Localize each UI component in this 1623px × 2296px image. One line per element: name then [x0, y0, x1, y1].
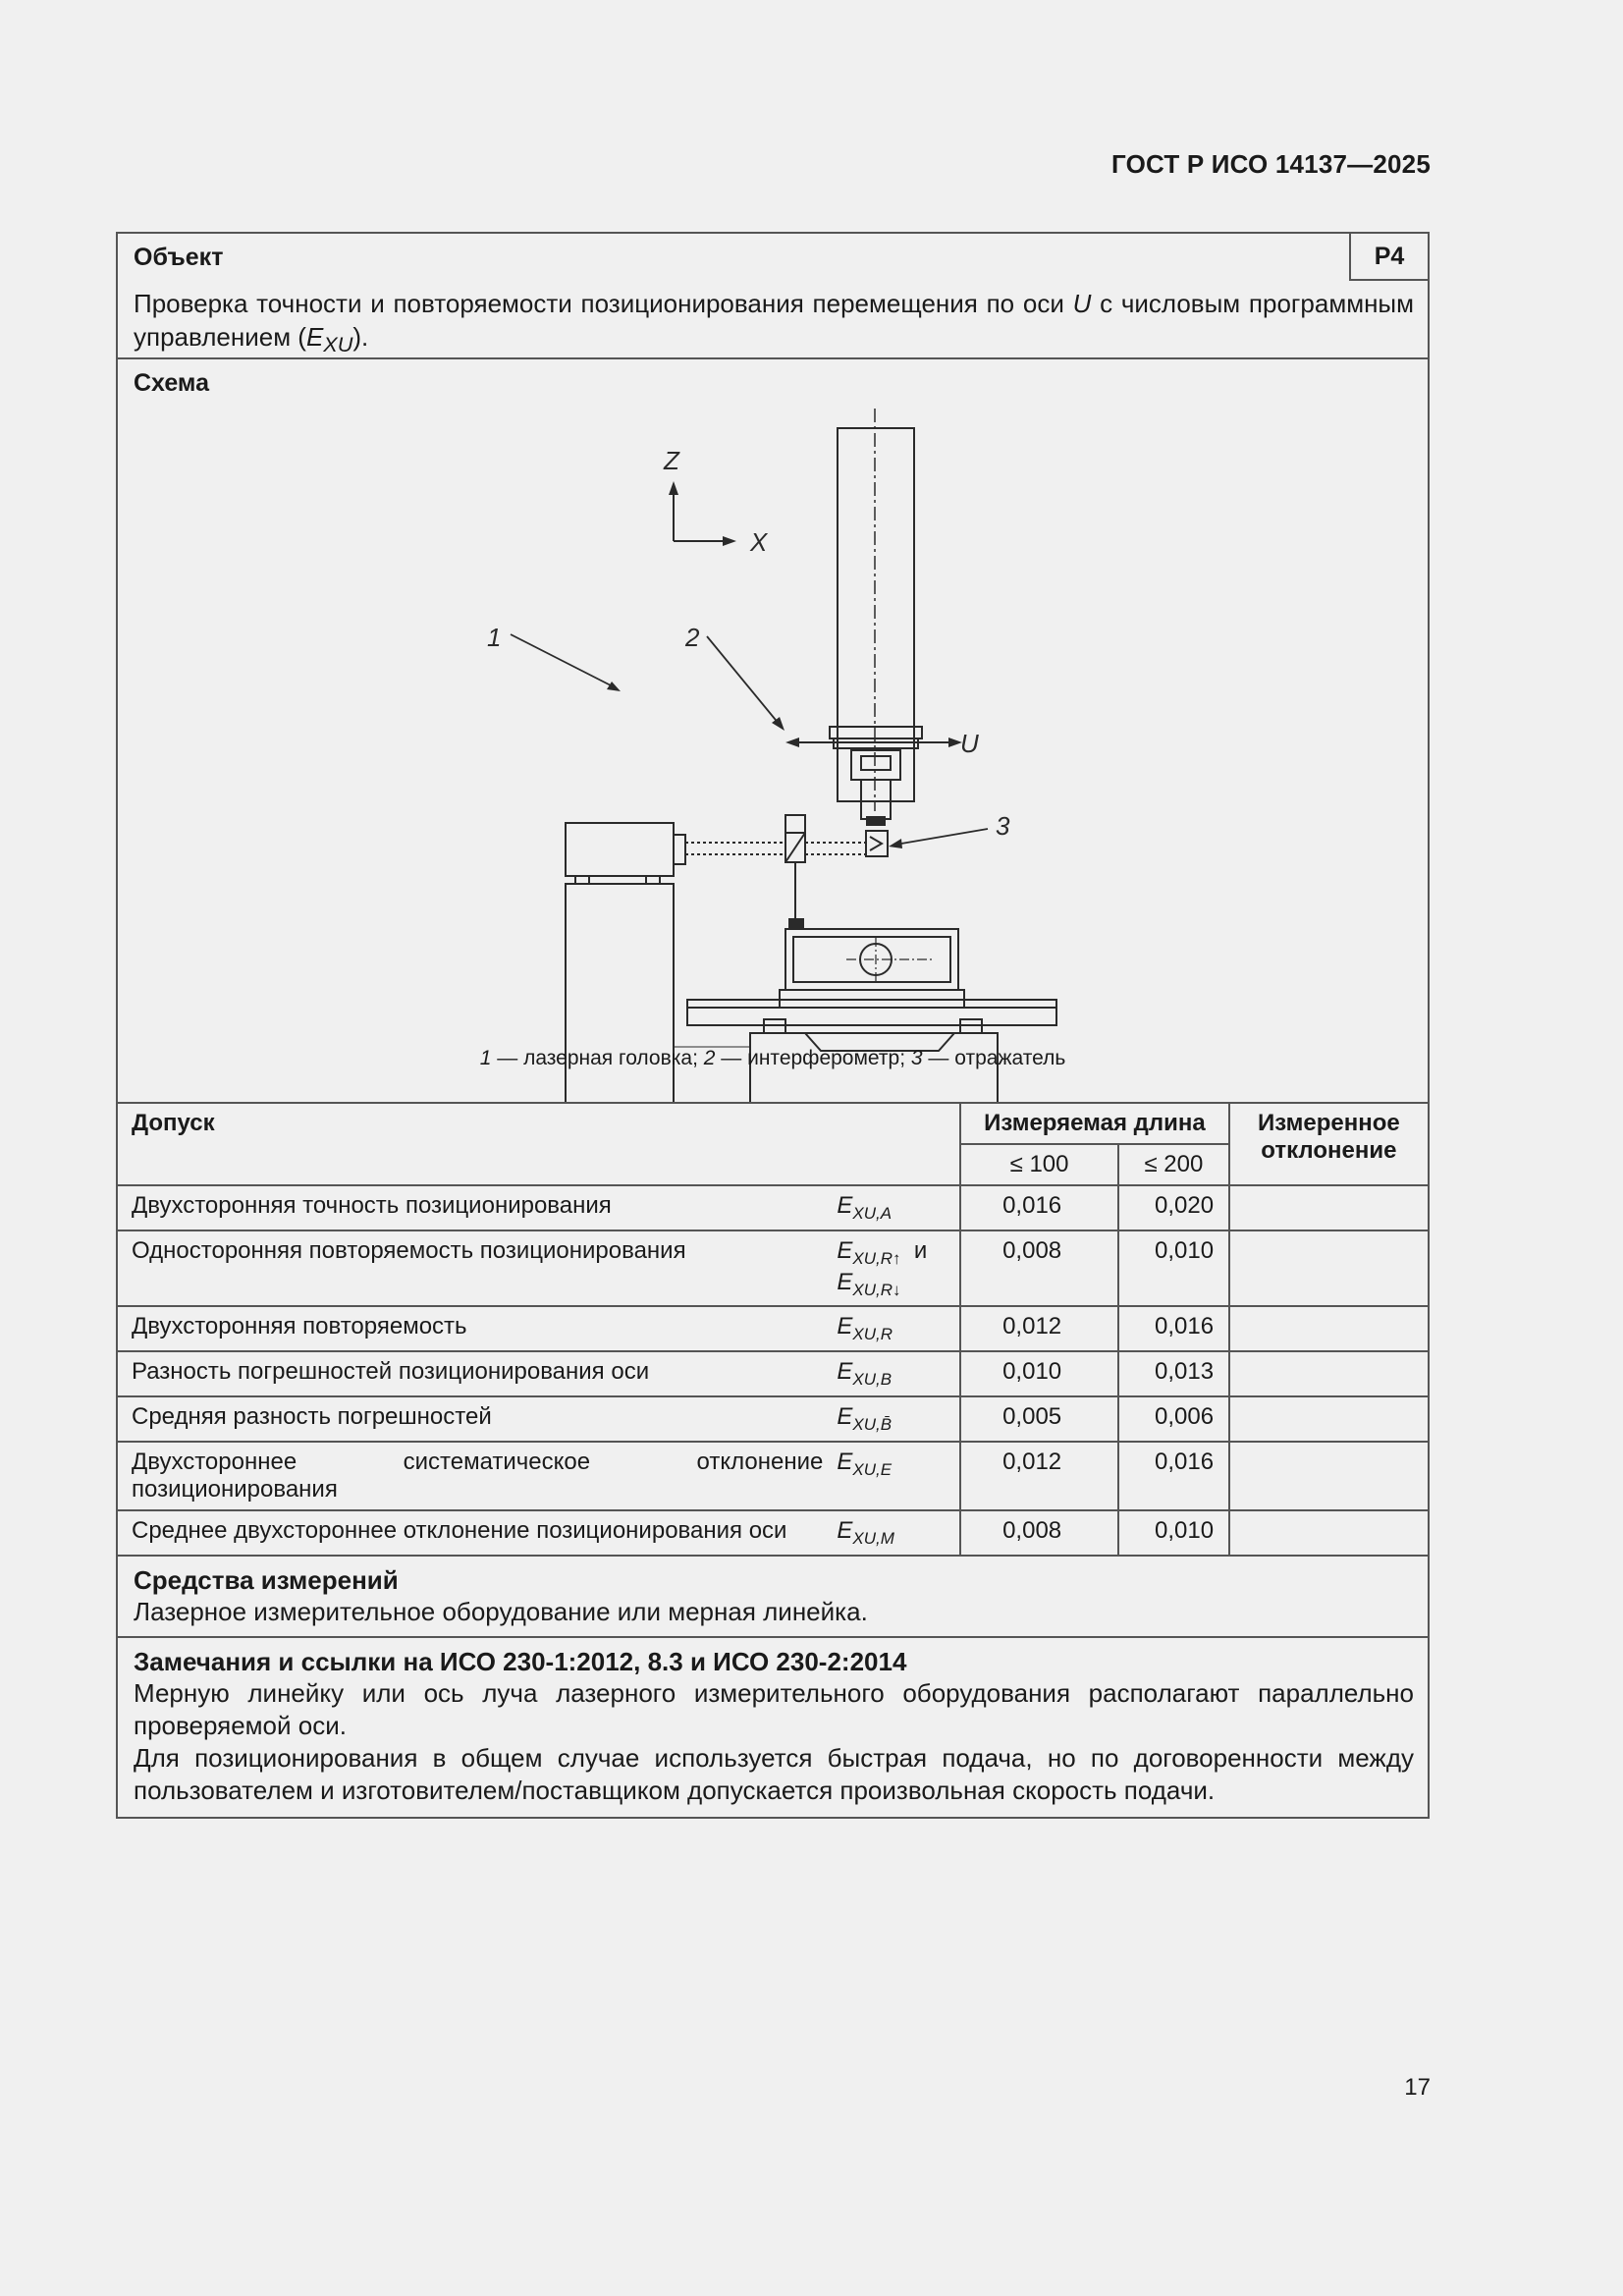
row-symbol [837, 1306, 960, 1351]
length-col-200: ≤ 200 [1118, 1144, 1229, 1185]
notes-heading: Замечания и ссылки на ИСО 230-1:2012, 8.3 и ИСО 230-2:2014 [134, 1646, 907, 1676]
interferometer [785, 815, 805, 927]
caption-t3: — отражатель [922, 1047, 1066, 1069]
row-value-100: 0,012 [960, 1442, 1118, 1510]
caption-t2: — интерферометр; [715, 1047, 911, 1069]
length-col-100: ≤ 100 [960, 1144, 1118, 1185]
table-row [118, 1442, 1428, 1510]
callout-3: 3 [996, 811, 1010, 841]
row-symbol-sub: XU,B [852, 1369, 893, 1389]
tolerance-section [118, 1104, 1428, 1557]
notes-paragraph-1: Мерную линейку или ось луча лазерного измерительного оборудования располагают параллельно проверяемой оси. [134, 1677, 1414, 1740]
caption-n2: 2 [703, 1047, 716, 1069]
caption-t1: — лазерная головка; [491, 1047, 704, 1069]
row-value-100: 0,012 [960, 1306, 1118, 1351]
worktable [674, 929, 1056, 1102]
caption-n1: 1 [479, 1047, 492, 1069]
tools-text: Лазерное измерительное оборудование или мерная линейка. [134, 1596, 868, 1626]
axis-x-label: X [750, 527, 768, 557]
scheme-label: Схема [134, 369, 209, 397]
machine-column [830, 409, 922, 825]
row-symbol-main: E [837, 1236, 853, 1264]
row-symbol-main: E [837, 1402, 853, 1430]
object-axis: U [1072, 289, 1092, 318]
row-measured[interactable] [1229, 1185, 1428, 1230]
row-name: Двухстороннее систематическое отклонение позиционирования [118, 1442, 837, 1510]
u-axis-arrow [785, 729, 979, 758]
row-symbol-sub: XU,E [852, 1459, 893, 1479]
row-symbol-main: E [837, 1358, 853, 1386]
page-number: 17 [1404, 2074, 1431, 2101]
measured-header: Измеренное отклонение [1229, 1104, 1428, 1185]
object-code: P4 [1349, 234, 1428, 281]
row-symbol-main: E [837, 1313, 853, 1340]
table-row [118, 1230, 1428, 1307]
row-measured[interactable] [1229, 1351, 1428, 1396]
tools-section [118, 1557, 1428, 1638]
row-symbol-main: E [837, 1192, 853, 1219]
row-symbol [837, 1510, 960, 1555]
callouts [487, 623, 1010, 848]
axis-u-label: U [960, 729, 979, 758]
row-value-100: 0,010 [960, 1351, 1118, 1396]
table-row [118, 1185, 1428, 1230]
row-symbol-sub: XU,A [852, 1203, 893, 1223]
row-value-100: 0,005 [960, 1396, 1118, 1442]
row-symbol-sub: XU,R [852, 1325, 893, 1344]
row-symbol [837, 1442, 960, 1510]
table-row [118, 1306, 1428, 1351]
object-symbol-sub: XU [323, 332, 353, 357]
object-text-1: Проверка точности и повторяемости позиционирования перемещения по оси [134, 289, 1073, 318]
object-text-3: ). [352, 322, 369, 352]
row-symbol-sub: XU,M [852, 1528, 894, 1548]
row-value-200: 0,010 [1118, 1510, 1229, 1555]
notes-section [118, 1638, 1428, 1817]
row-symbol-and: и [913, 1236, 928, 1264]
row-value-200: 0,013 [1118, 1351, 1229, 1396]
row-symbol-main: E [837, 1448, 853, 1475]
row-name: Односторонняя повторяемость позиционирования [118, 1230, 837, 1307]
row-symbol [837, 1351, 960, 1396]
row-value-100: 0,008 [960, 1230, 1118, 1307]
table-row [118, 1510, 1428, 1555]
callout-2: 2 [685, 623, 700, 652]
row-symbol-main-2: E [837, 1268, 853, 1295]
axis-z-label: Z [664, 446, 679, 475]
row-name: Двухсторонняя точность позиционирования [118, 1185, 837, 1230]
row-symbol [837, 1230, 960, 1307]
notes-paragraph-2: Для позиционирования в общем случае используется быстрая подача, но по договоренности между пользователем и изготовителем/поставщиком допускается произвольная скорость подачи. [134, 1742, 1414, 1805]
caption-n3: 3 [910, 1047, 923, 1069]
tools-heading: Средства измерений [134, 1564, 399, 1595]
row-name: Разность погрешностей позиционирования оси [118, 1351, 837, 1396]
row-measured[interactable] [1229, 1230, 1428, 1307]
row-name: Средняя разность погрешностей [118, 1396, 837, 1442]
row-name: Двухсторонняя повторяемость [118, 1306, 837, 1351]
row-value-100: 0,008 [960, 1510, 1118, 1555]
row-value-200: 0,006 [1118, 1396, 1229, 1442]
object-text-2: с числовым программным управлением ( [134, 289, 1414, 352]
row-measured[interactable] [1229, 1396, 1428, 1442]
standard-header: ГОСТ Р ИСО 14137—2025 [1110, 149, 1431, 179]
object-symbol: E [305, 322, 324, 352]
object-label: Объект [134, 244, 224, 271]
row-value-100: 0,016 [960, 1185, 1118, 1230]
scheme-caption [118, 1047, 1428, 1070]
object-description [134, 287, 1414, 361]
row-measured[interactable] [1229, 1442, 1428, 1510]
reflector [866, 831, 888, 856]
row-symbol-main: E [837, 1516, 853, 1544]
row-symbol [837, 1185, 960, 1230]
callout-1: 1 [487, 623, 502, 652]
axis-indicator [663, 446, 769, 557]
scheme-section [118, 359, 1428, 1104]
row-measured[interactable] [1229, 1510, 1428, 1555]
row-symbol-sub: XU,R↑ [852, 1248, 901, 1268]
row-value-200: 0,016 [1118, 1442, 1229, 1510]
table-row [118, 1396, 1428, 1442]
row-symbol-sub: XU,B̄ [852, 1414, 893, 1434]
row-value-200: 0,010 [1118, 1230, 1229, 1307]
tolerance-table [118, 1104, 1428, 1555]
laser-beam [685, 843, 866, 854]
object-section [118, 234, 1428, 359]
length-header: Измеряемая длина [960, 1104, 1229, 1144]
row-value-200: 0,016 [1118, 1306, 1229, 1351]
machine-diagram [118, 359, 1428, 1102]
row-measured[interactable] [1229, 1306, 1428, 1351]
table-row [118, 1351, 1428, 1396]
row-value-200: 0,020 [1118, 1185, 1229, 1230]
tolerance-header: Допуск [118, 1104, 960, 1185]
test-sheet [116, 232, 1430, 1819]
row-symbol-sub-2: XU,R↓ [852, 1280, 901, 1299]
row-name: Среднее двухстороннее отклонение позиционирования оси [118, 1510, 837, 1555]
row-symbol [837, 1396, 960, 1442]
